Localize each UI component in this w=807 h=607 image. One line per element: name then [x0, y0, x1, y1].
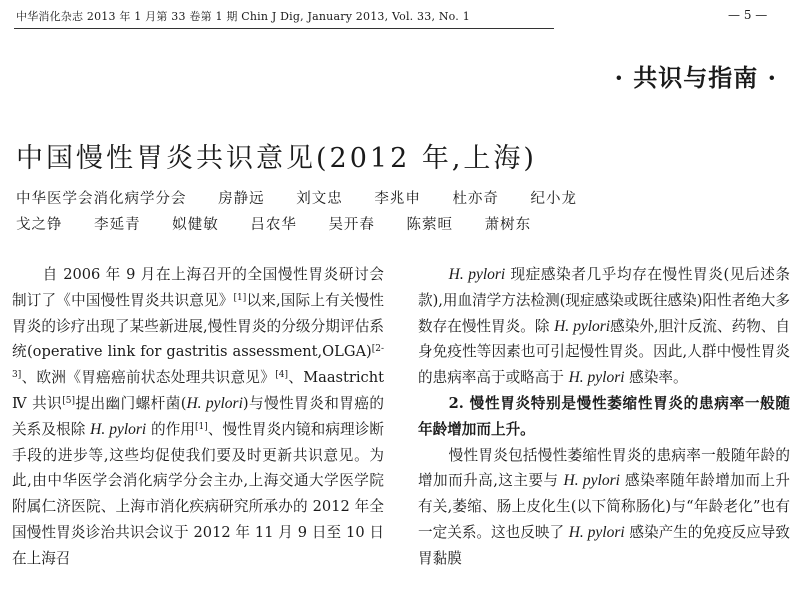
author: 吕农华 [250, 217, 297, 233]
right-column [418, 262, 790, 572]
author: 陈萦晅 [406, 217, 454, 233]
author: 吴开春 [328, 217, 375, 233]
author: 萧树东 [484, 217, 532, 233]
body-paragraph: 自 2006 年 9 月在上海召开的全国慢性胃炎研讨会制订了《中国慢性胃炎共识意见》[1]以来,国际上有关慢性胃炎的诊疗出现了某些新进展,慢性胃炎的分级分期评估系统(operative link for gastritis assessment,OLGA)[2-3]、欧洲《胃癌癌前状态处理共识意见》[4]、Maastricht Ⅳ 共识[5]提出幽门螺杆菌(H. pylori)与慢性胃炎和胃癌的关系及根除 H. pylori 的作用[1]、慢性胃炎内镜和病理诊断手段的进步等,这些均促使我们要及时更新共识意见。为此,由中华医学会消化病学分会主办,上海交通大学医学院附属仁济医院、上海市消化疾病研究所承办的 2012 年全国慢性胃炎诊治共识会议于 2012 年 11 月 9 日至 10 日在上海召 [12, 266, 385, 567]
author: 杜亦奇 [452, 191, 499, 207]
body-paragraph: H. pylori 现症感染者几乎均存在慢性胃炎(见后述条款),用血清学方法检测(现症感染或既往感染)阳性者绝大多数存在慢性胃炎。除 H. pylori感染外,胆汁反流、药物、自身免疫性等因素也可引起慢性胃炎。因此,人群中慢性胃炎的患病率高于或略高于 H. pylori 感染率。 [418, 266, 791, 387]
citation[interactable]: [2-3] [12, 344, 384, 381]
section-label: · 共识与指南 · [614, 63, 777, 92]
author: 李延青 [94, 217, 141, 233]
author: 刘文忠 [296, 191, 343, 207]
page-number: — 5 — [728, 8, 768, 22]
citation[interactable]: [1] [195, 421, 208, 432]
authors-line-2 [16, 213, 557, 234]
section-heading: 2. 慢性胃炎特别是慢性萎缩性胃炎的患病率一般随年龄增加而上升。 [418, 394, 790, 438]
body-paragraph: 慢性胃炎包括慢性萎缩性胃炎的患病率一般随年龄的增加而升高,这主要与 H. pylori 感染率随年龄增加而上升有关,萎缩、肠上皮化生(以下简称肠化)与“年龄老化”也有一定关系。这也反映了 H. pylori 感染产生的免疫反应导致胃黏膜 [418, 446, 791, 567]
author-affiliation: 中华医学会消化病学分会 [16, 191, 187, 207]
left-column [12, 262, 384, 572]
authors-line-1 [16, 187, 603, 208]
author: 李兆申 [374, 191, 421, 207]
article-title: 中国慢性胃炎共识意见(2012 年,上海) [16, 143, 537, 175]
citation[interactable]: [5] [62, 395, 75, 406]
author: 房静远 [218, 191, 265, 207]
author: 纪小龙 [530, 191, 578, 207]
citation[interactable]: [4] [275, 370, 288, 381]
citation[interactable]: [1] [233, 292, 247, 303]
author: 姒健敏 [172, 217, 219, 233]
journal-header: 中华消化杂志 2013 年 1 月第 33 卷第 1 期 Chin J Dig, January 2013, Vol. 33, No. 1 [16, 10, 470, 23]
author: 戈之铮 [16, 217, 63, 233]
header-rule [14, 28, 554, 29]
